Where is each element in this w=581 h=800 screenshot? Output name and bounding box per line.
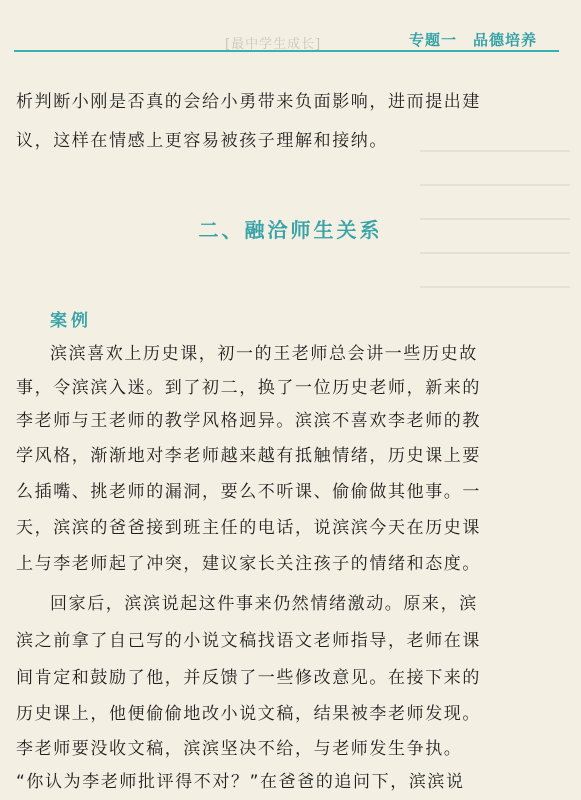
header-title: 品德培养 <box>472 31 537 49</box>
body-line-10: 间肯定和鼓励了他，并反馈了一些修改意见。在接下来的 <box>16 668 481 688</box>
body-line-2: 事，令滨滨入迷。到了初二，换了一位历史老师，新来的 <box>16 378 481 398</box>
case-label: 案例 <box>50 311 92 331</box>
header-ghost-text: [最中学生成长] <box>225 37 322 52</box>
body-line-7: 上与李老师起了冲突，建议家长关注孩子的情绪和态度。 <box>16 554 481 574</box>
intro-line-2: 议，这样在情感上更容易被孩子理解和接纳。 <box>16 131 388 151</box>
body-line-12: 李老师要没收文稿，滨滨坚决不给，与老师发生争执。 <box>16 739 463 759</box>
body-line-11: 历史课上，他便偷偷地改小说文稿，结果被李老师发现。 <box>16 704 481 724</box>
body-line-6: 天，滨滨的爸爸接到班主任的电话，说滨滨今天在历史课 <box>16 518 481 538</box>
body-line-5: 么插嘴、挑老师的漏洞，要么不听课、偷偷做其他事。一 <box>16 482 481 502</box>
header-section: 专题一 <box>408 31 457 49</box>
body-line-1: 滨滨喜欢上历史课，初一的王老师总会讲一些历史故 <box>50 344 478 364</box>
body-line-3: 李老师与王老师的教学风格迥异。滨滨不喜欢李老师的教 <box>16 411 481 431</box>
intro-line-1: 析判断小刚是否真的会给小勇带来负面影响，进而提出建 <box>16 92 481 112</box>
running-header <box>403 27 543 52</box>
body-line-9: 滨之前拿了自己写的小说文稿找语文老师指导，老师在课 <box>16 631 481 651</box>
body-line-4: 学风格，渐渐地对李老师越来越有抵触情绪，历史课上要 <box>16 446 481 466</box>
body-line-8: 回家后，滨滨说起这件事来仍然情绪激动。原来，滨 <box>50 594 478 614</box>
section-title: 二、融洽师生关系 <box>198 218 383 242</box>
body-line-13: “你认为李老师批评得不对？”在爸爸的追问下，滨滨说 <box>16 772 465 792</box>
